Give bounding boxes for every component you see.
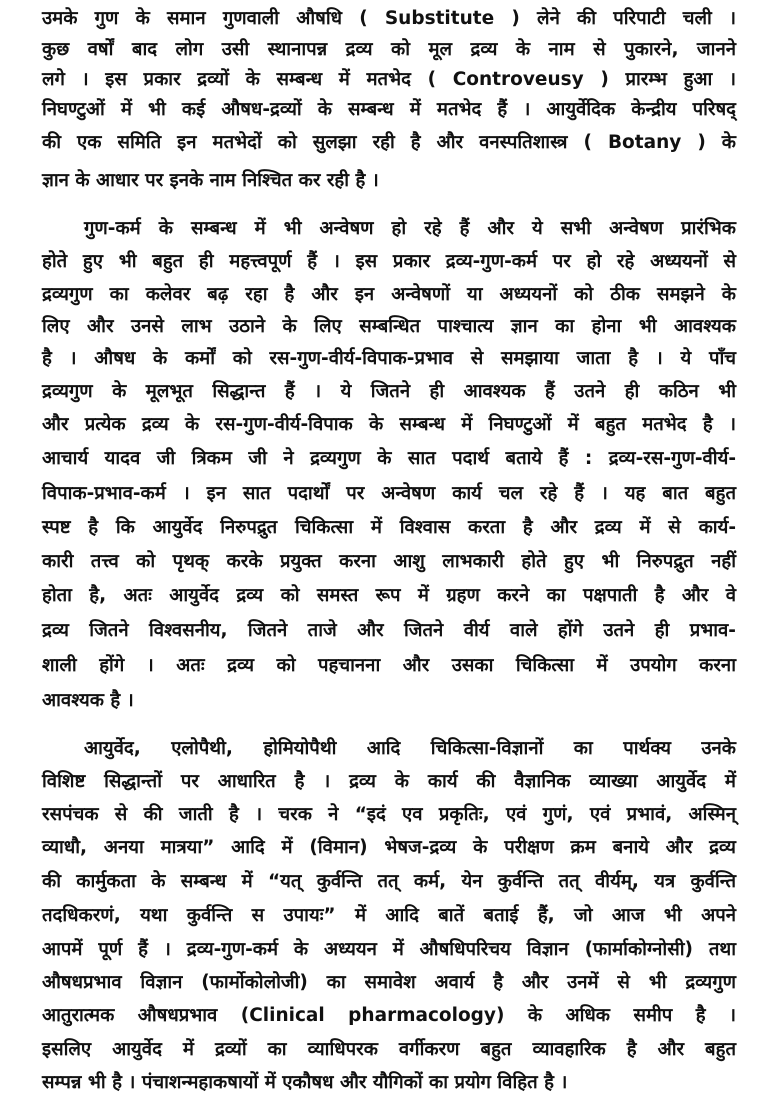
text-line: कुछ वर्षों बाद लोग उसी स्थानापन्न द्रव्य को मूल द्रव्य के नाम से पुकारने, जानने — [42, 39, 736, 60]
text-line: द्रव्यगुण का कलेवर बढ़ रहा है और इन अन्वेषणों या अध्ययनों को ठीक समझने के — [42, 284, 736, 305]
text-line: आवश्यक है । — [42, 690, 134, 711]
text-line: निघण्टुओं में भी कई औषध-द्रव्यों के सम्बन्ध में मतभेद हैं । आयुर्वेदिक केन्द्रीय परिषद् — [42, 99, 736, 120]
text-line: की कार्मुकता के सम्बन्ध में “यत् कुर्वन्ति तत् कर्म, येन कुर्वन्ति तत् वीर्यम्, यत्र कुर्वन्ति — [42, 871, 736, 892]
text-line: होते हुए भी बहुत ही महत्त्वपूर्ण हैं । इस प्रकार द्रव्य-गुण-कर्म पर हो रहे अध्ययनों से — [42, 251, 736, 272]
text-line: रसपंचक से की जाती है । चरक ने “इदं एव प्रकृतिः, एवं गुणं, एवं प्रभावं, अस्मिन् — [42, 804, 736, 825]
text-line: शाली होंगे । अतः द्रव्य को पहचानना और उसका चिकित्सा में उपयोग करना — [42, 655, 736, 676]
text-line: गुण-कर्म के सम्बन्ध में भी अन्वेषण हो रहे हैं और ये सभी अन्वेषण प्रारंभिक — [84, 218, 736, 239]
text-line: ज्ञान के आधार पर इनके नाम निश्चित कर रही है । — [42, 170, 379, 191]
text-line: और प्रत्येक द्रव्य के रस-गुण-वीर्य-विपाक के सम्बन्ध में निघण्टुओं में बहुत मतभेद है । — [42, 414, 736, 435]
text-line: होता है, अतः आयुर्वेद द्रव्य को समस्त रूप में ग्रहण करने का पक्षपाती है और वे — [42, 585, 736, 606]
text-line: लगे । इस प्रकार द्रव्यों के सम्बन्ध में मतभेद ( Controveusy ) प्रारम्भ हुआ । — [42, 69, 736, 90]
text-line: व्याधौ, अनया मात्रया” आदि में (विमान) भेषज-द्रव्य के परीक्षण क्रम बनाये और द्रव्य — [42, 837, 736, 858]
text-line: द्रव्य जितने विश्वसनीय, जितने ताजे और जितने वीर्य वाले होंगे उतने ही प्रभाव- — [42, 620, 736, 641]
text-line: आपमें पूर्ण हैं । द्रव्य-गुण-कर्म के अध्ययन में औषधिपरिचय विज्ञान (फार्माकोग्नोसी) तथा — [42, 939, 736, 960]
text-line: औषधप्रभाव विज्ञान (फार्मोकोलोजी) का समावेश अवार्य है और उनमें से भी द्रव्यगुण — [42, 972, 736, 993]
text-line: विपाक-प्रभाव-कर्म । इन सात पदार्थों पर अन्वेषण कार्य चल रहे हैं । यह बात बहुत — [42, 483, 736, 504]
text-line: की एक समिति इन मतभेदों को सुलझा रही है और वनस्पतिशास्त्र ( Botany ) के — [42, 132, 736, 153]
text-line: आचार्य यादव जी त्रिकम जी ने द्रव्यगुण के सात पदार्थ बताये हैं : द्रव्य-रस-गुण-वीर्य- — [42, 448, 736, 469]
text-line: द्रव्यगुण के मूलभूत सिद्धान्त हैं । ये जितने ही आवश्यक हैं उतने ही कठिन भी — [42, 381, 736, 402]
text-line: विशिष्ट सिद्धान्तों पर आधारित है । द्रव्य के कार्य की वैज्ञानिक व्याख्या आयुर्वेद में — [42, 771, 736, 792]
text-line: कारी तत्त्व को पृथक् करके प्रयुक्त करना आशु लाभकारी होते हुए भी निरुपद्रुत नहीं — [42, 551, 736, 572]
text-line: इसलिए आयुर्वेद में द्रव्यों का व्याधिपरक वर्गीकरण बहुत व्यावहारिक है और बहुत — [42, 1039, 736, 1060]
text-line: तदधिकरणं, यथा कुर्वन्ति स उपायः” में आदि बातें बताई हैं, जो आज भी अपने — [42, 905, 736, 926]
text-line: आतुरात्मक औषधप्रभाव (Clinical pharmacology) के अधिक समीप है । — [42, 1005, 736, 1026]
text-line: स्पष्ट है कि आयुर्वेद निरुपद्रुत चिकित्सा में विश्वास करता है और द्रव्य में से कार्य- — [42, 517, 736, 538]
text-line: सम्पन्न भी है । पंचाशन्महाकषायों में एकौषध और यौगिकों का प्रयोग विहित है । — [42, 1072, 568, 1093]
text-line: लिए और उनसे लाभ उठाने के लिए सम्बन्धित पाश्चात्य ज्ञान का होना भी आवश्यक — [42, 316, 736, 337]
text-line: उमके गुण के समान गुणवाली औषधि ( Substitute ) लेने की परिपाटी चली । — [42, 8, 736, 29]
text-line: आयुर्वेद, एलोपैथी, होमियोपैथी आदि चिकित्सा-विज्ञानों का पार्थक्य उनके — [84, 738, 736, 759]
text-line: है । औषध के कर्मों को रस-गुण-वीर्य-विपाक-प्रभाव से समझाया जाता है । ये पाँच — [42, 348, 736, 369]
